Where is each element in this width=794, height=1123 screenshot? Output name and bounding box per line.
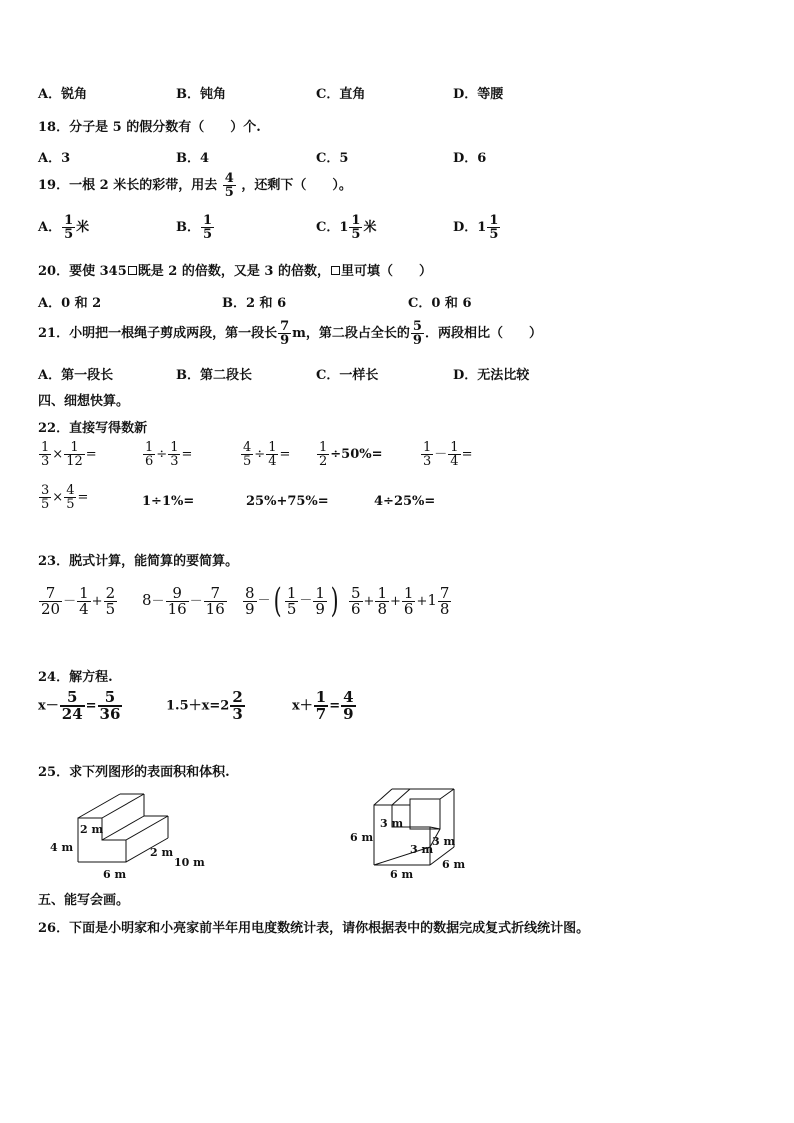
q24-equation-1: x－ $\frac{5}{24}$ = $\frac{5}{36}$ (38, 688, 121, 723)
q18-stem: 18．分子是 5 的假分数有（ ）个. (38, 120, 261, 135)
q22-expr-3: $\frac{4}{5}$ ÷ $\frac{1}{4}$ = (243, 440, 291, 469)
fig1-label-step-height: 2 m (80, 823, 104, 836)
q20-option-b: B．2 和 6 (222, 296, 287, 311)
fig2-label-depth: 6 m (442, 858, 466, 871)
q22-expr-2: $\frac{1}{6}$ ÷ $\frac{1}{3}$ = (145, 440, 193, 469)
q24-equation-2: 1.5＋x=2 $\frac{2}{3}$ (166, 688, 243, 723)
q23-expr-2: 8－ $\frac{9}{16}$ － $\frac{7}{16}$ (142, 584, 225, 618)
q22-title: 22．直接写得数新 (38, 421, 148, 436)
q21-stem: 21．小明把一根绳子剪成两段，第一段长 $\frac{7}{9}$ m，第二段占全长的 $\frac{5}{9}$ ．两段相比（ ） (38, 319, 542, 348)
q22-expr-4: $\frac{1}{2}$ ÷50%= (319, 440, 383, 469)
q23-expr-3: $\frac{8}{9}$ －( $\frac{1}{5}$ － $\frac{1}{9}$ ) (245, 581, 339, 621)
q22-expr-7: 1÷1%= (142, 494, 195, 509)
q25-title: 25．求下列图形的表面积和体积. (38, 765, 230, 780)
q19-option-c: C．1 $\frac{1}{5}$ 米 (316, 213, 377, 242)
fig2-label-cut-top: 3 m (380, 817, 404, 830)
q22-expr-5: $\frac{1}{3}$ － $\frac{1}{4}$ = (423, 440, 473, 469)
q23-title: 23．脱式计算，能简算的要简算。 (38, 554, 239, 569)
fig2-label-cut-right: 3 m (432, 835, 456, 848)
q22-expr-8: 25%+75%= (246, 494, 329, 509)
q22-expr-6: $\frac{3}{5}$ × $\frac{4}{5}$ = (41, 483, 89, 512)
q18-option-b: B．4 (176, 151, 210, 166)
q24-equation-3: x＋ $\frac{1}{7}$ = $\frac{4}{9}$ (292, 688, 354, 723)
q20-stem: 20．要使 345 既是 2 的倍数，又是 3 的倍数， 里可填（ ） (38, 264, 432, 279)
cut-cube-figure (350, 783, 470, 883)
q18-option-c: C．5 (316, 151, 349, 166)
q22-expr-9: 4÷25%= (374, 494, 436, 509)
fig1-label-height: 4 m (50, 841, 74, 854)
q23-expr-1: $\frac{7}{20}$ － $\frac{1}{4}$ + $\frac{2}{5}$ (41, 584, 116, 618)
blank-box-icon (331, 266, 340, 275)
q18-option-a: A．3 (38, 151, 71, 166)
fig2-label-cut-width: 3 m (410, 843, 434, 856)
fig1-label-length: 10 m (174, 856, 205, 869)
blank-box-icon (128, 266, 137, 275)
fig2-label-height: 6 m (350, 831, 374, 844)
q17-option-b: B．钝角 (176, 87, 226, 102)
q20-option-a: A．0 和 2 (38, 296, 102, 311)
q20-option-c: C．0 和 6 (408, 296, 472, 311)
q17-option-a: A．锐角 (38, 87, 88, 102)
q23-expr-4: $\frac{5}{6}$ + $\frac{1}{8}$ + $\frac{1}{6}$ +1 $\frac{7}{8}$ (351, 584, 450, 618)
q22-expr-1: $\frac{1}{3}$ × $\frac{1}{12}$ = (41, 440, 97, 469)
q19-stem: 19．一根 2 米长的彩带，用去 $\frac{4}{5}$ ，还剩下（ ）。 (38, 171, 352, 200)
q24-title: 24．解方程. (38, 670, 113, 685)
q21-option-c: C．一样长 (316, 368, 379, 383)
fig2-label-width: 6 m (390, 868, 414, 881)
q26-stem: 26．下面是小明家和小亮家前半年用电度数统计表，请你根据表中的数据完成复式折线统计图。 (38, 921, 590, 936)
q17-option-c: C．直角 (316, 87, 366, 102)
q18-option-d: D．6 (453, 151, 487, 166)
fig1-label-step-width: 2 m (150, 846, 174, 859)
section-5-title: 五、能写会画。 (38, 893, 130, 908)
q21-option-b: B．第二段长 (176, 368, 252, 383)
q17-option-d: D．等腰 (453, 87, 504, 102)
q19-option-a: A． $\frac{1}{5}$ 米 (38, 213, 90, 242)
section-4-title: 四、细想快算。 (38, 394, 130, 409)
q21-option-d: D．无法比较 (453, 368, 530, 383)
stepped-solid-figure (50, 790, 230, 882)
q19-option-b: B． $\frac{1}{5}$ (176, 213, 213, 242)
fig1-label-width: 6 m (103, 868, 127, 881)
q21-option-a: A．第一段长 (38, 368, 114, 383)
q19-option-d: D．1 $\frac{1}{5}$ (453, 213, 499, 242)
